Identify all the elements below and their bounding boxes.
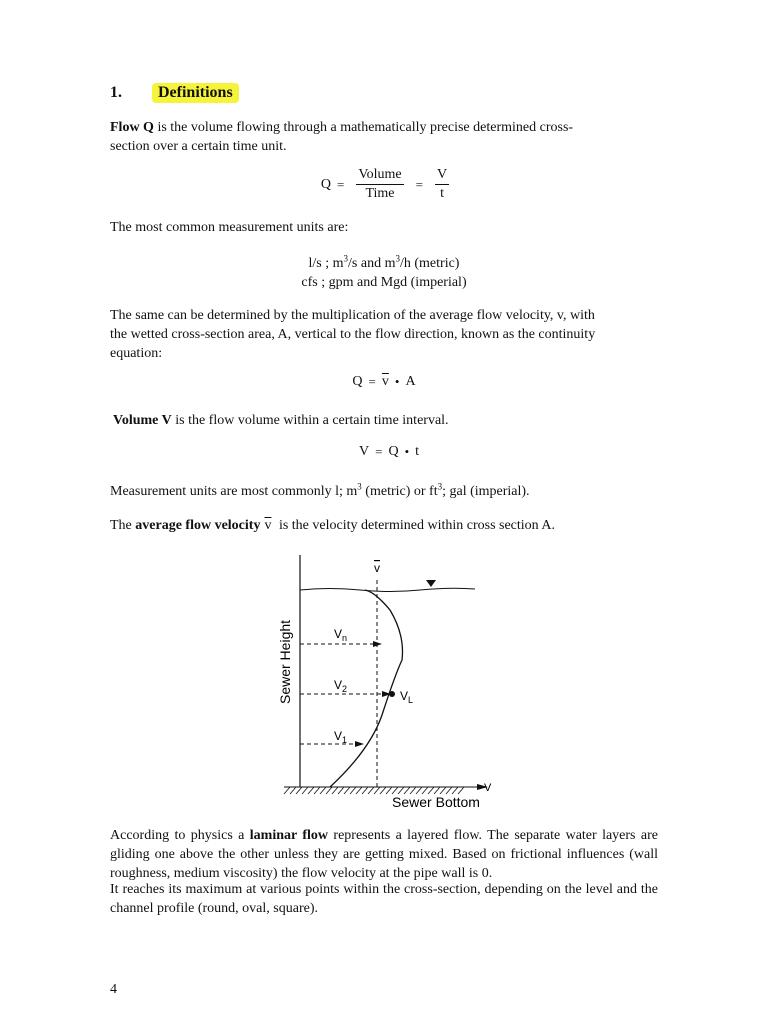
- laminar-paragraph-2: It reaches its maximum at various points within the cross-section, depending on the level and the channel profile (round, oval, square).: [110, 882, 658, 916]
- level-1-arrow: [355, 741, 364, 747]
- volume-equation: [0, 444, 768, 460]
- water-surface: [300, 588, 475, 591]
- x-axis-label: Sewer Bottom: [392, 794, 480, 810]
- fraction-numerator-volume: Volume: [356, 167, 403, 185]
- eq-c-dot: •: [394, 374, 400, 389]
- flow-def-line2: section over a certain time unit.: [110, 139, 287, 154]
- continuity-line3: equation:: [110, 346, 163, 361]
- fraction-volume-time: [356, 167, 403, 202]
- laminar-paragraph: According to physics a laminar flow represents a layered flow. The separate water layers are gliding one above the other unless they are getting mixed. Based on frictional influences (wall roughness, medium viscosity) the flow velocity at the pipe wall is 0.: [110, 828, 658, 881]
- units-imperial: cfs ; gpm and Mgd (imperial): [301, 275, 467, 290]
- eq-q-equals: =: [337, 176, 345, 192]
- eq-v-lhs: V: [358, 444, 370, 459]
- fraction-v-t: [435, 167, 449, 202]
- eq-v-t: t: [415, 444, 420, 459]
- continuity-equation: [0, 374, 768, 390]
- fraction-denominator-t: t: [440, 186, 444, 201]
- eq-c-lhs: Q: [352, 374, 363, 389]
- laminar-term: laminar flow: [249, 828, 329, 843]
- flow-equation: [0, 167, 768, 202]
- flow-definition: [110, 118, 670, 156]
- section-heading: [110, 84, 239, 102]
- eq-q-lhs: Q: [320, 176, 331, 192]
- label-vn: $V_n$: [334, 627, 348, 643]
- average-velocity-sentence: The average flow velocity $\overline{v}$ is the velocity determined within cross section A.: [110, 518, 556, 533]
- avg-velocity-symbol: $\overline{v}$: [264, 518, 272, 533]
- continuity-line1: The same can be determined by the multiplication of the average flow velocity, v, with: [110, 308, 595, 323]
- eq-v-equals: =: [375, 444, 383, 459]
- eq-c-a: A: [405, 374, 416, 389]
- y-axis-label: Sewer Height: [277, 619, 293, 705]
- velocity-profile-diagram: [270, 550, 500, 815]
- avg-velocity-term: average flow velocity: [135, 518, 261, 533]
- eq-c-equals: =: [368, 374, 376, 389]
- volume-term: Volume V: [113, 413, 172, 428]
- units-intro: The most common measurement units are:: [110, 220, 349, 235]
- volume-definition: [113, 411, 449, 430]
- page-number: 4: [110, 982, 117, 997]
- label-v1: $V_1$: [334, 729, 348, 745]
- continuity-line2: the wetted cross-section area, A, vertical to the flow direction, known as the continuity: [110, 327, 596, 342]
- axis-v-label: V: [484, 782, 492, 794]
- eq-v-dot: •: [404, 444, 410, 459]
- label-v2: $V_2$: [334, 678, 348, 694]
- continuity-paragraph: [110, 306, 670, 363]
- eq-q-equals-2: =: [415, 176, 423, 192]
- ground-hatch: [284, 787, 464, 794]
- volume-units: Measurement units are most commonly l; $m^3$ (metric) or $ft^3$; gal (imperial).: [110, 481, 530, 499]
- eq-c-vbar: $\overline{v}$: [381, 374, 389, 389]
- water-level-triangle: [426, 580, 436, 587]
- units-metric: l/s ; $m^3/s$ and $m^3/h$ (metric): [308, 253, 460, 271]
- heading-title: Definitions: [152, 83, 239, 103]
- max-velocity-dot: [389, 691, 395, 697]
- vbar-label: v: [374, 561, 380, 575]
- volume-def-text: is the flow volume within a certain time interval.: [171, 413, 449, 428]
- fraction-numerator-v: V: [435, 167, 449, 185]
- flow-term: Flow Q: [110, 120, 154, 135]
- eq-v-q: Q: [388, 444, 399, 459]
- flow-def-line1: is the volume flowing through a mathematically precise determined cross-: [153, 120, 574, 135]
- heading-number: 1.: [110, 84, 122, 101]
- fraction-denominator-time: Time: [365, 186, 395, 201]
- label-vl: $V_L$: [400, 689, 414, 705]
- units-list: [0, 254, 768, 292]
